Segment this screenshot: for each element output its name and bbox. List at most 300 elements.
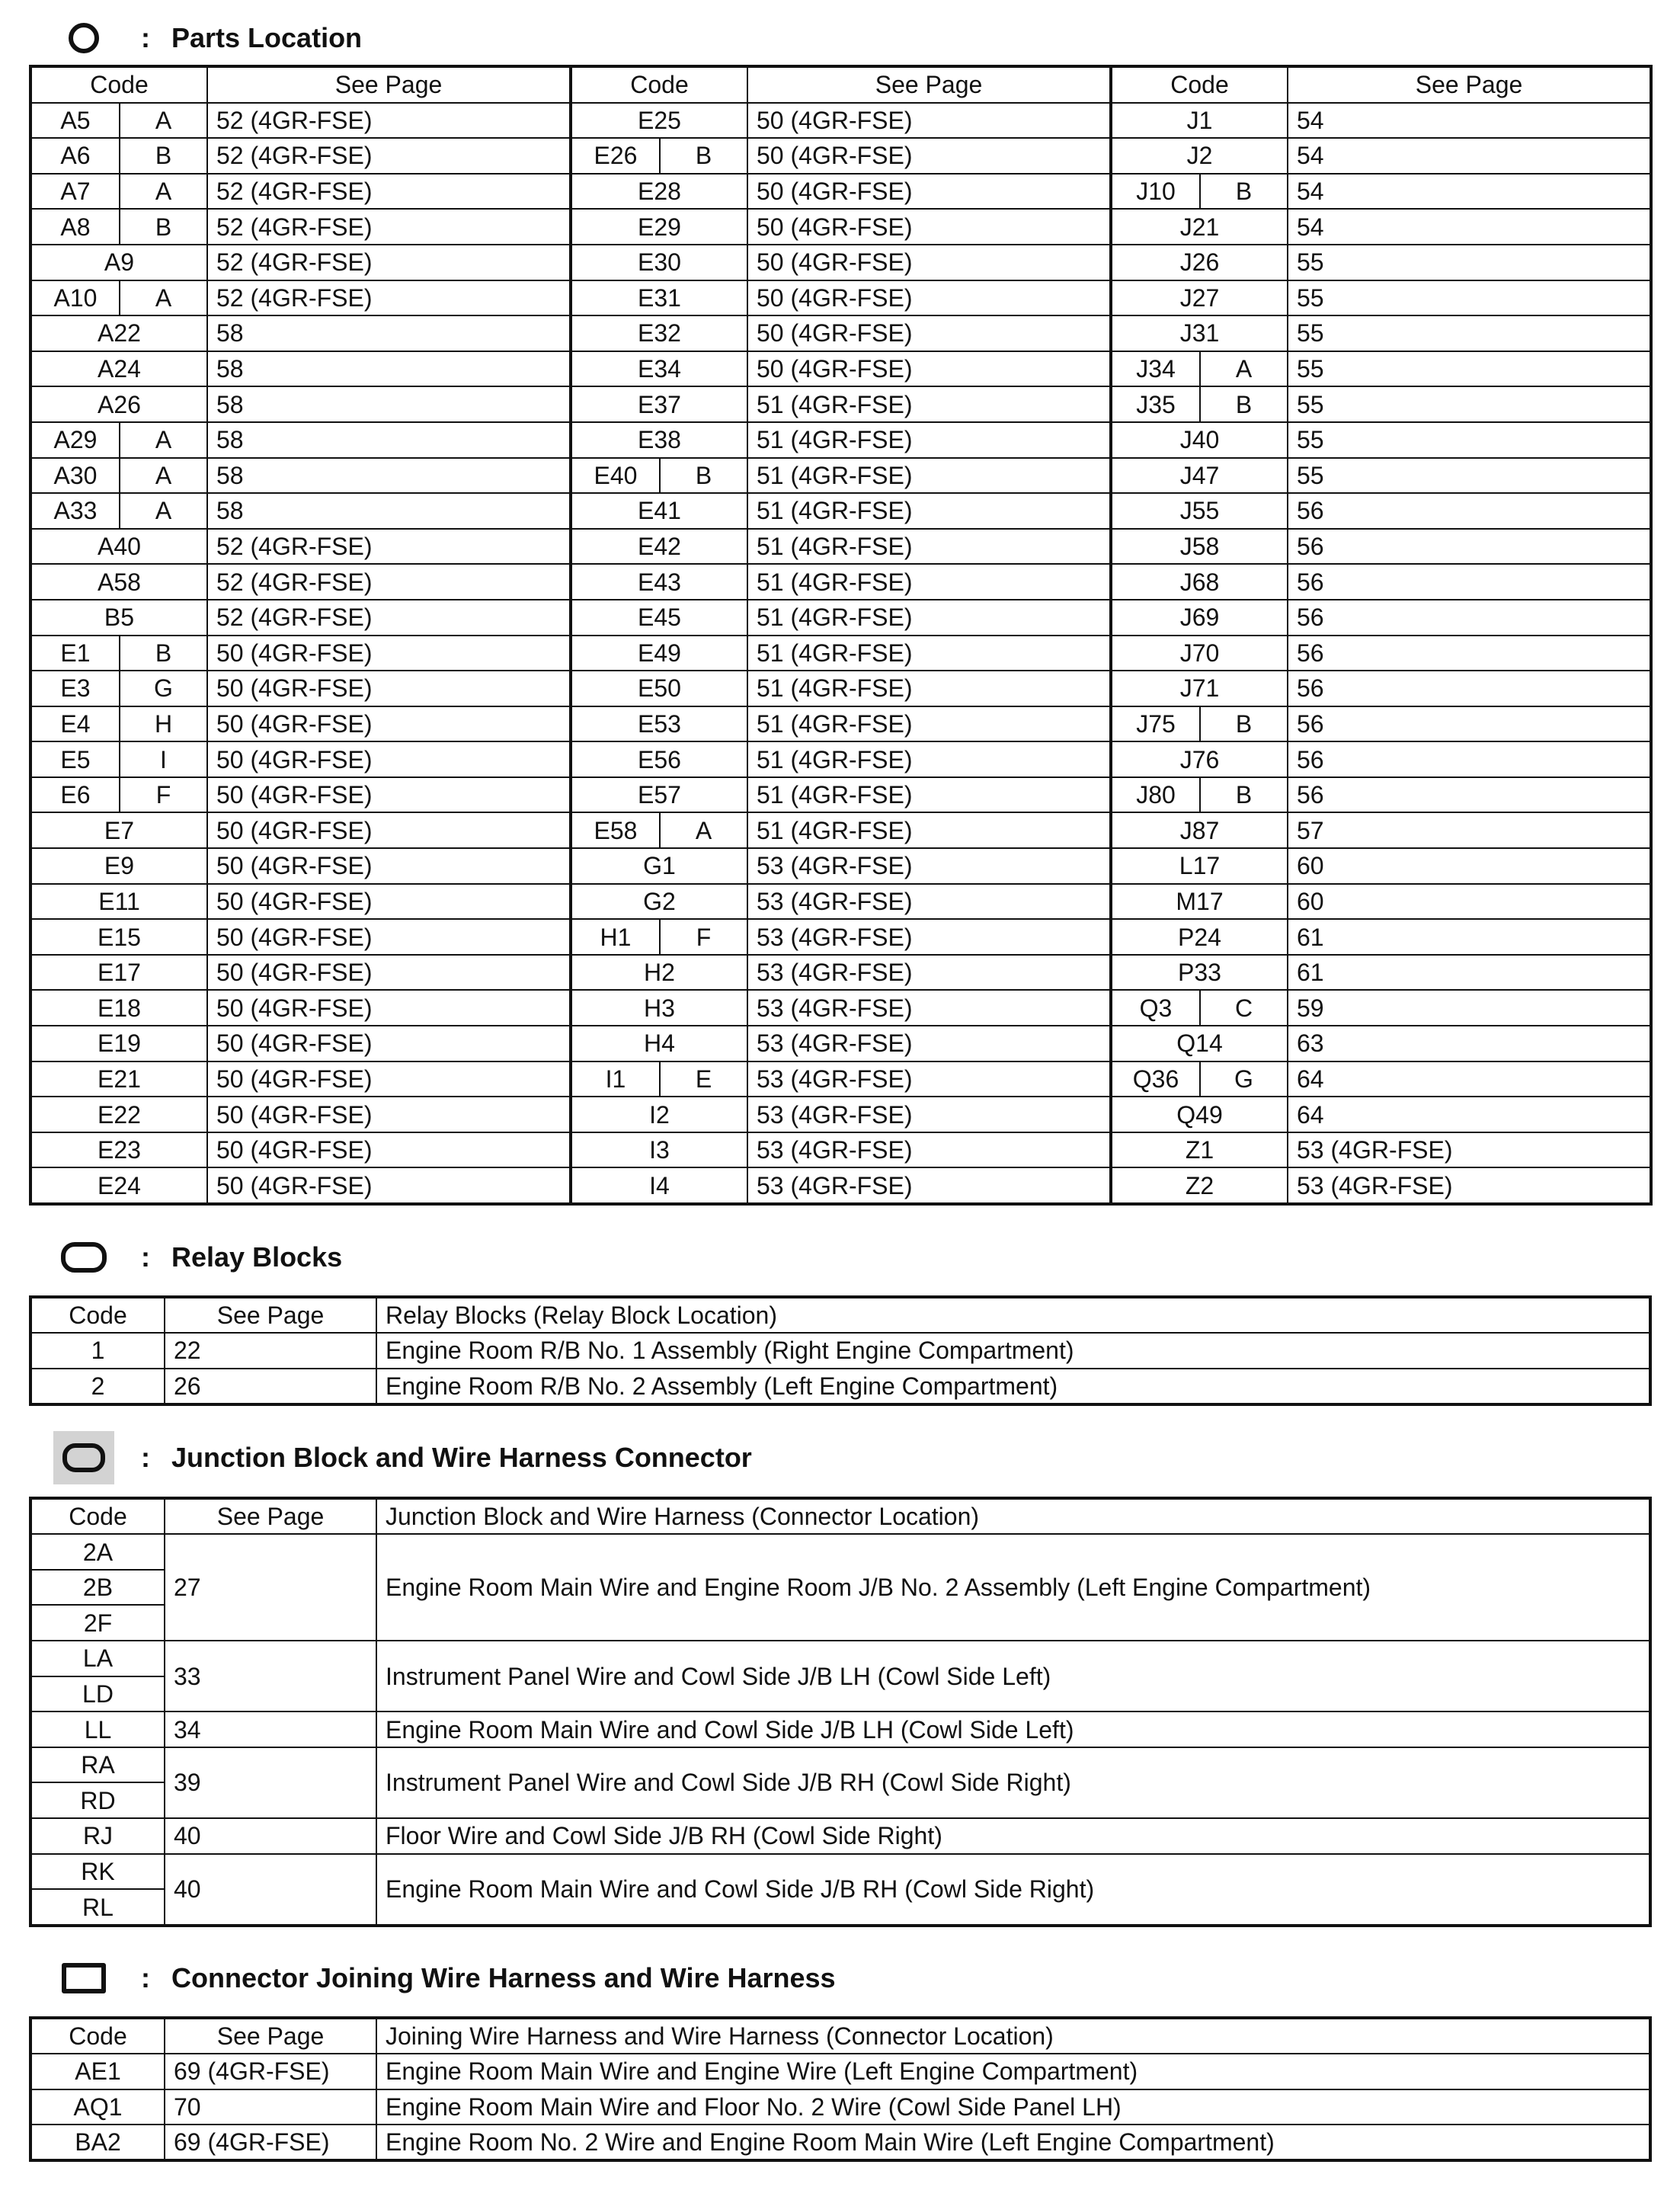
table-row <box>30 529 1651 565</box>
code-cell: E56 <box>571 741 747 777</box>
code-cell: I3 <box>571 1132 747 1168</box>
sub-code-cell: A <box>1200 351 1288 387</box>
code-cell: H1 <box>571 919 660 955</box>
table-row <box>30 2054 1650 2089</box>
oval-relay-block-icon <box>53 1234 114 1280</box>
see-page-header: See Page <box>747 66 1111 103</box>
sub-code-cell: G <box>1200 1061 1288 1097</box>
code-cell: J76 <box>1111 741 1288 777</box>
code-cell: AQ1 <box>30 2089 165 2125</box>
see-page-cell: 52 (4GR-FSE) <box>207 209 571 245</box>
sub-code-cell: B <box>660 138 747 174</box>
see-page-header: See Page <box>165 1498 376 1534</box>
table-row <box>30 919 1651 955</box>
see-page-cell: 50 (4GR-FSE) <box>747 209 1111 245</box>
code-cell: J27 <box>1111 280 1288 316</box>
junction-block-table <box>29 1497 1652 1927</box>
code-cell: Z2 <box>1111 1167 1288 1204</box>
see-page-cell: 55 <box>1288 386 1651 422</box>
code-cell: AE1 <box>30 2054 165 2089</box>
sub-code-cell: H <box>120 706 207 742</box>
location-cell: Engine Room No. 2 Wire and Engine Room Main Wire (Left Engine Compartment) <box>376 2125 1650 2160</box>
code-header: Code <box>1111 66 1288 103</box>
see-page-cell: 50 (4GR-FSE) <box>207 706 571 742</box>
table-row <box>30 315 1651 351</box>
see-page-cell: 53 (4GR-FSE) <box>747 1026 1111 1061</box>
code-cell: E1 <box>30 636 120 671</box>
code-cell: E58 <box>571 812 660 848</box>
code-cell: E23 <box>30 1132 207 1168</box>
code-cell: J69 <box>1111 600 1288 636</box>
section-title: Relay Blocks <box>171 1241 343 1273</box>
see-page-cell: 56 <box>1288 564 1651 600</box>
code-header: Code <box>30 66 207 103</box>
see-page-cell: 50 (4GR-FSE) <box>747 138 1111 174</box>
sub-code-cell: A <box>120 103 207 139</box>
code-cell: E28 <box>571 174 747 210</box>
code-header: Code <box>30 1498 165 1534</box>
see-page-cell: 53 (4GR-FSE) <box>1288 1167 1651 1204</box>
see-page-cell: 50 (4GR-FSE) <box>207 919 571 955</box>
see-page-cell: 69 (4GR-FSE) <box>165 2054 376 2089</box>
see-page-cell: 56 <box>1288 493 1651 529</box>
code-cell: J1 <box>1111 103 1288 139</box>
see-page-cell: 51 (4GR-FSE) <box>747 706 1111 742</box>
code-cell: E31 <box>571 280 747 316</box>
see-page-cell: 50 (4GR-FSE) <box>207 1132 571 1168</box>
code-cell: I2 <box>571 1097 747 1132</box>
code-cell: H4 <box>571 1026 747 1061</box>
code-cell: E45 <box>571 600 747 636</box>
heading-colon: : <box>141 1241 150 1273</box>
code-cell: P33 <box>1111 955 1288 991</box>
code-cell: E4 <box>30 706 120 742</box>
code-cell: J2 <box>1111 138 1288 174</box>
see-page-cell: 26 <box>165 1369 376 1404</box>
see-page-cell: 55 <box>1288 422 1651 458</box>
table-row <box>30 600 1651 636</box>
code-cell: A10 <box>30 280 120 316</box>
see-page-cell: 58 <box>207 493 571 529</box>
location-cell: Engine Room R/B No. 1 Assembly (Right Engine Compartment) <box>376 1333 1650 1368</box>
code-cell: E53 <box>571 706 747 742</box>
code-cell: Q49 <box>1111 1097 1288 1132</box>
code-cell: RD <box>30 1782 165 1818</box>
table-row <box>30 1854 1650 1890</box>
see-page-cell: 61 <box>1288 919 1651 955</box>
table-row <box>30 990 1651 1026</box>
code-cell: A7 <box>30 174 120 210</box>
sub-code-cell: B <box>660 458 747 494</box>
table-row <box>30 1641 1650 1676</box>
heading-colon: : <box>141 1442 150 1473</box>
code-cell: RL <box>30 1889 165 1926</box>
see-page-cell: 53 (4GR-FSE) <box>747 1097 1111 1132</box>
code-cell: E43 <box>571 564 747 600</box>
code-cell: A26 <box>30 386 207 422</box>
see-page-cell: 53 (4GR-FSE) <box>747 1132 1111 1168</box>
see-page-cell: 50 (4GR-FSE) <box>207 955 571 991</box>
see-page-cell: 50 (4GR-FSE) <box>207 777 571 813</box>
see-page-cell: 52 (4GR-FSE) <box>207 600 571 636</box>
code-cell: H2 <box>571 955 747 991</box>
see-page-cell: 50 (4GR-FSE) <box>747 174 1111 210</box>
see-page-cell: 51 (4GR-FSE) <box>747 812 1111 848</box>
sub-code-cell: F <box>120 777 207 813</box>
see-page-cell: 52 (4GR-FSE) <box>207 564 571 600</box>
table-row <box>30 1534 1650 1570</box>
see-page-cell: 53 (4GR-FSE) <box>747 990 1111 1026</box>
code-cell: J58 <box>1111 529 1288 565</box>
code-cell: E32 <box>571 315 747 351</box>
see-page-cell: 53 (4GR-FSE) <box>747 919 1111 955</box>
code-cell: J26 <box>1111 245 1288 280</box>
sub-code-cell: B <box>1200 777 1288 813</box>
code-cell: A58 <box>30 564 207 600</box>
table-row <box>30 174 1651 210</box>
code-cell: E42 <box>571 529 747 565</box>
code-cell: J47 <box>1111 458 1288 494</box>
see-page-cell: 50 (4GR-FSE) <box>207 1026 571 1061</box>
table-row <box>30 386 1651 422</box>
circle-connector-icon <box>53 15 114 61</box>
code-cell: J10 <box>1111 174 1200 210</box>
code-cell: BA2 <box>30 2125 165 2160</box>
code-cell: E26 <box>571 138 660 174</box>
table-row <box>30 706 1651 742</box>
relay-blocks-heading <box>53 1234 342 1280</box>
code-cell: E29 <box>571 209 747 245</box>
table-row <box>30 741 1651 777</box>
code-cell: 2B <box>30 1570 165 1606</box>
code-header: Code <box>30 2018 165 2054</box>
code-cell: J87 <box>1111 812 1288 848</box>
location-cell: Engine Room Main Wire and Engine Wire (Left Engine Compartment) <box>376 2054 1650 2089</box>
sub-code-cell: C <box>1200 990 1288 1026</box>
relay-blocks-table <box>29 1295 1652 1406</box>
see-page-cell: 60 <box>1288 848 1651 884</box>
location-header: Joining Wire Harness and Wire Harness (Connector Location) <box>376 2018 1650 2054</box>
code-cell: E17 <box>30 955 207 991</box>
see-page-cell: 61 <box>1288 955 1651 991</box>
code-cell: E7 <box>30 812 207 848</box>
sub-code-cell: F <box>660 919 747 955</box>
see-page-cell: 50 (4GR-FSE) <box>207 990 571 1026</box>
see-page-cell: 50 (4GR-FSE) <box>747 315 1111 351</box>
table-row <box>30 636 1651 671</box>
see-page-cell: 63 <box>1288 1026 1651 1061</box>
table-header-row <box>30 1498 1650 1534</box>
see-page-cell: 64 <box>1288 1061 1651 1097</box>
see-page-cell: 69 (4GR-FSE) <box>165 2125 376 2160</box>
see-page-cell: 58 <box>207 458 571 494</box>
sub-code-cell: A <box>660 812 747 848</box>
see-page-cell: 51 (4GR-FSE) <box>747 636 1111 671</box>
see-page-cell: 55 <box>1288 245 1651 280</box>
see-page-cell: 34 <box>165 1711 376 1747</box>
code-cell: J55 <box>1111 493 1288 529</box>
table-header-row <box>30 2018 1650 2054</box>
code-cell: E25 <box>571 103 747 139</box>
code-cell: A22 <box>30 315 207 351</box>
code-cell: E15 <box>30 919 207 955</box>
location-cell: Engine Room Main Wire and Cowl Side J/B RH (Cowl Side Right) <box>376 1854 1650 1926</box>
see-page-cell: 50 (4GR-FSE) <box>747 351 1111 387</box>
code-cell: RA <box>30 1747 165 1783</box>
see-page-cell: 52 (4GR-FSE) <box>207 174 571 210</box>
see-page-header: See Page <box>207 66 571 103</box>
code-cell: E57 <box>571 777 747 813</box>
code-cell: E18 <box>30 990 207 1026</box>
see-page-cell: 50 (4GR-FSE) <box>207 1097 571 1132</box>
code-cell: Q14 <box>1111 1026 1288 1061</box>
sub-code-cell: A <box>120 458 207 494</box>
heading-colon: : <box>141 1962 150 1993</box>
see-page-cell: 51 (4GR-FSE) <box>747 741 1111 777</box>
code-cell: A9 <box>30 245 207 280</box>
code-cell: E22 <box>30 1097 207 1132</box>
sub-code-cell: A <box>120 174 207 210</box>
table-row <box>30 209 1651 245</box>
see-page-cell: 52 (4GR-FSE) <box>207 245 571 280</box>
location-cell: Engine Room Main Wire and Engine Room J/B No. 2 Assembly (Left Engine Compartment) <box>376 1534 1650 1641</box>
section-title: Junction Block and Wire Harness Connector <box>171 1442 752 1473</box>
table-row <box>30 1061 1651 1097</box>
see-page-cell: 50 (4GR-FSE) <box>207 1167 571 1204</box>
sub-code-cell: I <box>120 741 207 777</box>
code-cell: J80 <box>1111 777 1200 813</box>
code-cell: LL <box>30 1711 165 1747</box>
code-cell: J70 <box>1111 636 1288 671</box>
code-cell: 2F <box>30 1605 165 1641</box>
code-cell: B5 <box>30 600 207 636</box>
see-page-cell: 51 (4GR-FSE) <box>747 458 1111 494</box>
see-page-cell: 64 <box>1288 1097 1651 1132</box>
see-page-cell: 59 <box>1288 990 1651 1026</box>
code-cell: J31 <box>1111 315 1288 351</box>
see-page-cell: 53 (4GR-FSE) <box>747 1061 1111 1097</box>
sub-code-cell: B <box>1200 174 1288 210</box>
code-cell: J21 <box>1111 209 1288 245</box>
code-cell: LD <box>30 1676 165 1712</box>
see-page-cell: 52 (4GR-FSE) <box>207 280 571 316</box>
see-page-cell: 40 <box>165 1854 376 1926</box>
see-page-cell: 55 <box>1288 315 1651 351</box>
sub-code-cell: B <box>120 636 207 671</box>
parts-location-table <box>29 65 1653 1206</box>
table-row <box>30 458 1651 494</box>
table-header-row <box>30 66 1651 103</box>
see-page-cell: 52 (4GR-FSE) <box>207 138 571 174</box>
code-cell: J35 <box>1111 386 1200 422</box>
see-page-header: See Page <box>165 2018 376 2054</box>
code-cell: E38 <box>571 422 747 458</box>
see-page-cell: 54 <box>1288 174 1651 210</box>
code-cell: RK <box>30 1854 165 1890</box>
see-page-cell: 51 (4GR-FSE) <box>747 493 1111 529</box>
code-cell: E49 <box>571 636 747 671</box>
location-cell: Engine Room Main Wire and Cowl Side J/B LH (Cowl Side Left) <box>376 1711 1650 1747</box>
table-row <box>30 2125 1650 2160</box>
see-page-cell: 55 <box>1288 458 1651 494</box>
see-page-cell: 56 <box>1288 671 1651 706</box>
see-page-cell: 70 <box>165 2089 376 2125</box>
code-cell: E6 <box>30 777 120 813</box>
code-cell: J40 <box>1111 422 1288 458</box>
see-page-cell: 50 (4GR-FSE) <box>207 884 571 920</box>
table-row <box>30 1369 1650 1404</box>
code-cell: L17 <box>1111 848 1288 884</box>
see-page-cell: 50 (4GR-FSE) <box>207 671 571 706</box>
see-page-cell: 51 (4GR-FSE) <box>747 529 1111 565</box>
location-cell: Engine Room Main Wire and Floor No. 2 Wire (Cowl Side Panel LH) <box>376 2089 1650 2125</box>
see-page-cell: 51 (4GR-FSE) <box>747 564 1111 600</box>
see-page-cell: 50 (4GR-FSE) <box>747 280 1111 316</box>
code-cell: 2 <box>30 1369 165 1404</box>
see-page-cell: 51 (4GR-FSE) <box>747 386 1111 422</box>
code-cell: A30 <box>30 458 120 494</box>
code-cell: A29 <box>30 422 120 458</box>
code-cell: E30 <box>571 245 747 280</box>
code-cell: 1 <box>30 1333 165 1368</box>
see-page-cell: 50 (4GR-FSE) <box>747 245 1111 280</box>
sub-code-cell: A <box>120 280 207 316</box>
code-cell: Q3 <box>1111 990 1200 1026</box>
table-row <box>30 1747 1650 1783</box>
sub-code-cell: B <box>1200 386 1288 422</box>
table-row <box>30 777 1651 813</box>
see-page-cell: 56 <box>1288 600 1651 636</box>
code-cell: M17 <box>1111 884 1288 920</box>
see-page-cell: 50 (4GR-FSE) <box>207 812 571 848</box>
section-title: Parts Location <box>171 22 363 53</box>
code-cell: E19 <box>30 1026 207 1061</box>
table-row <box>30 671 1651 706</box>
code-cell: G1 <box>571 848 747 884</box>
see-page-cell: 33 <box>165 1641 376 1711</box>
see-page-cell: 27 <box>165 1534 376 1641</box>
location-header: Relay Blocks (Relay Block Location) <box>376 1297 1650 1333</box>
see-page-cell: 53 (4GR-FSE) <box>747 884 1111 920</box>
see-page-cell: 54 <box>1288 138 1651 174</box>
see-page-cell: 51 (4GR-FSE) <box>747 600 1111 636</box>
location-cell: Engine Room R/B No. 2 Assembly (Left Engine Compartment) <box>376 1369 1650 1404</box>
code-cell: A6 <box>30 138 120 174</box>
table-row <box>30 280 1651 316</box>
see-page-cell: 51 (4GR-FSE) <box>747 777 1111 813</box>
see-page-cell: 22 <box>165 1333 376 1368</box>
code-cell: Q36 <box>1111 1061 1200 1097</box>
connector-joining-heading <box>53 1955 836 2001</box>
table-row <box>30 493 1651 529</box>
sub-code-cell: B <box>1200 706 1288 742</box>
code-cell: 2A <box>30 1534 165 1570</box>
code-cell: A33 <box>30 493 120 529</box>
see-page-cell: 56 <box>1288 636 1651 671</box>
see-page-cell: 40 <box>165 1818 376 1854</box>
code-cell: Z1 <box>1111 1132 1288 1168</box>
code-cell: P24 <box>1111 919 1288 955</box>
table-row <box>30 1333 1650 1368</box>
code-cell: E11 <box>30 884 207 920</box>
see-page-cell: 58 <box>207 351 571 387</box>
table-row <box>30 1026 1651 1061</box>
see-page-cell: 52 (4GR-FSE) <box>207 103 571 139</box>
see-page-cell: 53 (4GR-FSE) <box>747 848 1111 884</box>
table-row <box>30 138 1651 174</box>
table-row <box>30 1132 1651 1168</box>
location-cell: Floor Wire and Cowl Side J/B RH (Cowl Side Right) <box>376 1818 1650 1854</box>
code-cell: E50 <box>571 671 747 706</box>
code-cell: J71 <box>1111 671 1288 706</box>
see-page-cell: 50 (4GR-FSE) <box>747 103 1111 139</box>
sub-code-cell: B <box>120 138 207 174</box>
section-title: Connector Joining Wire Harness and Wire Harness <box>171 1962 836 1993</box>
see-page-header: See Page <box>165 1297 376 1333</box>
table-row <box>30 848 1651 884</box>
table-row <box>30 103 1651 139</box>
code-cell: I4 <box>571 1167 747 1204</box>
see-page-cell: 53 (4GR-FSE) <box>747 955 1111 991</box>
sub-code-cell: E <box>660 1061 747 1097</box>
see-page-cell: 53 (4GR-FSE) <box>747 1167 1111 1204</box>
see-page-cell: 58 <box>207 422 571 458</box>
table-header-row <box>30 1297 1650 1333</box>
table-row <box>30 1097 1651 1132</box>
code-cell: J34 <box>1111 351 1200 387</box>
heading-colon: : <box>141 22 150 53</box>
table-row <box>30 564 1651 600</box>
code-cell: E34 <box>571 351 747 387</box>
see-page-cell: 50 (4GR-FSE) <box>207 741 571 777</box>
sub-code-cell: G <box>120 671 207 706</box>
see-page-cell: 52 (4GR-FSE) <box>207 529 571 565</box>
sub-code-cell: A <box>120 422 207 458</box>
see-page-cell: 51 (4GR-FSE) <box>747 671 1111 706</box>
see-page-cell: 60 <box>1288 884 1651 920</box>
sub-code-cell: B <box>120 209 207 245</box>
code-cell: A40 <box>30 529 207 565</box>
code-cell: J68 <box>1111 564 1288 600</box>
code-cell: E41 <box>571 493 747 529</box>
code-cell: A5 <box>30 103 120 139</box>
table-row <box>30 955 1651 991</box>
table-row <box>30 422 1651 458</box>
see-page-cell: 50 (4GR-FSE) <box>207 848 571 884</box>
location-cell: Instrument Panel Wire and Cowl Side J/B LH (Cowl Side Left) <box>376 1641 1650 1711</box>
code-header: Code <box>30 1297 165 1333</box>
see-page-cell: 54 <box>1288 103 1651 139</box>
code-cell: H3 <box>571 990 747 1026</box>
table-row <box>30 245 1651 280</box>
parts-location-heading <box>53 15 362 61</box>
code-cell: LA <box>30 1641 165 1676</box>
code-cell: E5 <box>30 741 120 777</box>
see-page-cell: 56 <box>1288 529 1651 565</box>
table-row <box>30 351 1651 387</box>
rectangle-connector-icon <box>53 1955 114 2001</box>
code-cell: RJ <box>30 1818 165 1854</box>
code-cell: E40 <box>571 458 660 494</box>
shaded-oval-junction-icon <box>53 1435 114 1481</box>
see-page-cell: 58 <box>207 386 571 422</box>
location-cell: Instrument Panel Wire and Cowl Side J/B RH (Cowl Side Right) <box>376 1747 1650 1818</box>
see-page-cell: 55 <box>1288 351 1651 387</box>
see-page-cell: 56 <box>1288 741 1651 777</box>
see-page-cell: 50 (4GR-FSE) <box>207 636 571 671</box>
code-cell: A8 <box>30 209 120 245</box>
location-header: Junction Block and Wire Harness (Connector Location) <box>376 1498 1650 1534</box>
